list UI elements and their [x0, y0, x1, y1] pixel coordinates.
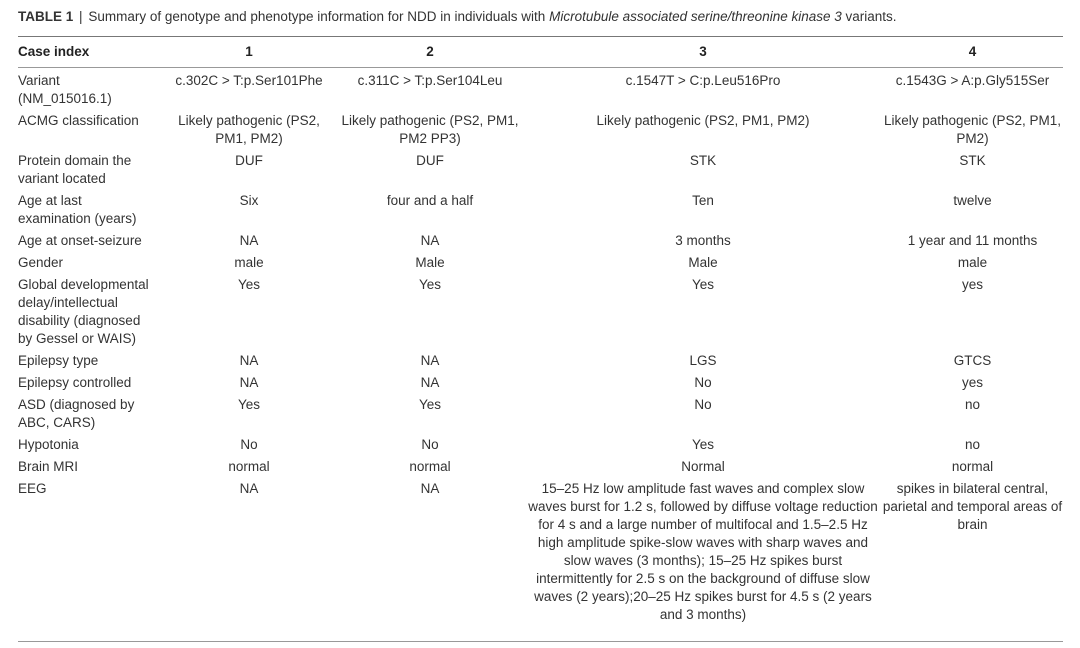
table-cell: no [964, 397, 981, 412]
caption-text-end: variants. [845, 9, 897, 24]
header-case-3: 3 [699, 43, 707, 59]
table-cell: Male [415, 255, 445, 270]
table-cell: Yes [691, 437, 715, 452]
row-label: Age at last examination (years) [18, 193, 137, 226]
table-row [18, 150, 1063, 190]
table-cell: Yes [418, 397, 442, 412]
table-row [18, 252, 1063, 274]
table-cell: normal [228, 459, 270, 474]
table-cell: DUF [416, 153, 444, 168]
table-cell: STK [959, 153, 986, 168]
row-label: Protein domain the variant located [18, 153, 132, 186]
table-row [18, 456, 1063, 478]
table-cell: NA [239, 233, 259, 248]
table-cell: NA [239, 481, 259, 496]
table-cell: 1 year and 11 months [907, 233, 1038, 248]
row-label: Epilepsy type [18, 353, 99, 368]
row-label: ACMG classification [18, 113, 139, 128]
table-cell: Yes [418, 277, 442, 292]
row-label: Age at onset-seizure [18, 233, 142, 248]
table-caption [18, 9, 897, 24]
table-cell: normal [409, 459, 451, 474]
row-label: Variant (NM_015016.1) [18, 73, 112, 106]
caption-gene-name: Microtubule associated serine/threonine kinase 3 [549, 9, 842, 24]
row-label: Gender [18, 255, 64, 270]
table-cell: No [694, 397, 712, 412]
table-cell: NA [420, 375, 440, 390]
table-cell: 3 months [675, 233, 731, 248]
table-cell: c.1547T > C:p.Leu516Pro [625, 73, 781, 88]
table-row [18, 66, 1063, 110]
table-bottom-rule [18, 641, 1063, 642]
table-cell: c.1543G > A:p.Gly515Ser [895, 73, 1050, 88]
table-cell: No [694, 375, 712, 390]
header-case-2: 2 [426, 43, 434, 59]
table-cell: No [421, 437, 439, 452]
row-label: ASD (diagnosed by ABC, CARS) [18, 397, 135, 430]
table-row [18, 230, 1063, 252]
table-cell: Yes [691, 277, 715, 292]
table-cell: four and a half [386, 193, 474, 208]
header-row [18, 37, 1063, 66]
table-cell: c.302C > T:p.Ser101Phe [175, 73, 323, 88]
table-cell: Yes [237, 277, 261, 292]
header-case-index: Case index [18, 43, 90, 59]
table-cell: yes [961, 375, 983, 390]
table-cell: NA [239, 375, 259, 390]
table-cell: STK [689, 153, 717, 168]
table-cell: Male [688, 255, 718, 270]
table-cell: male [957, 255, 988, 270]
table-label: TABLE 1 [18, 9, 74, 24]
table-cell: Six [239, 193, 259, 208]
table-cell: Ten [692, 193, 714, 208]
caption-text: Summary of genotype and phenotype information for NDD in individuals with [88, 9, 546, 24]
table-cell: DUF [235, 153, 263, 168]
table-row [18, 394, 1063, 434]
table-cell: twelve [953, 193, 992, 208]
table-cell: spikes in bilateral central, parietal and temporal areas of brain [882, 481, 1063, 532]
table-row [18, 434, 1063, 456]
table-row [18, 274, 1063, 350]
table-cell: NA [239, 353, 259, 368]
row-label: EEG [18, 481, 47, 496]
table-cell: NA [420, 353, 440, 368]
table-row [18, 190, 1063, 230]
table-cell: Likely pathogenic (PS2, PM1, PM2) [596, 113, 810, 128]
caption-separator: | [79, 9, 83, 24]
table-cell: c.311C > T:p.Ser104Leu [357, 73, 503, 88]
table-cell: Normal [681, 459, 725, 474]
table-cell: LGS [689, 353, 717, 368]
table-cell: male [234, 255, 264, 270]
table-cell: NA [420, 233, 440, 248]
row-label: Brain MRI [18, 459, 79, 474]
table-cell: no [964, 437, 981, 452]
table-cell: yes [961, 277, 983, 292]
table-cell: Likely pathogenic (PS2, PM1, PM2) [178, 113, 320, 146]
table-row [18, 478, 1063, 626]
table-cell: No [240, 437, 258, 452]
table-cell: Likely pathogenic (PS2, PM1, PM2 PP3) [341, 113, 519, 146]
table-cell: normal [951, 459, 994, 474]
table-cell: 15–25 Hz low amplitude fast waves and complex slow waves burst for 1.2 s, followed by diffuse voltage reduction for 4 s and a large number of multifocal and 1.5–2.5 Hz high amplitude spike-slow waves with sharp waves and slow waves (3 months); 15–25 Hz spikes burst intermittently for 2.5 s on the background of diffuse slow waves (2 years);20–25 Hz spikes burst for 4.5 s (2 years and 3 months) [528, 481, 878, 622]
row-label: Hypotonia [18, 437, 79, 452]
table-cell: Yes [237, 397, 261, 412]
table-cell: GTCS [953, 353, 992, 368]
table-row [18, 350, 1063, 372]
header-case-4: 4 [968, 43, 977, 59]
table-row [18, 110, 1063, 150]
table-row [18, 372, 1063, 394]
table-cell: Likely pathogenic (PS2, PM1, PM2) [883, 113, 1062, 146]
header-case-1: 1 [245, 43, 253, 59]
table-cell: NA [420, 481, 440, 496]
row-label: Epilepsy controlled [18, 375, 132, 390]
summary-table [18, 37, 1063, 626]
row-label: Global developmental delay/intellectual disability (diagnosed by Gessel or WAIS) [18, 277, 149, 346]
